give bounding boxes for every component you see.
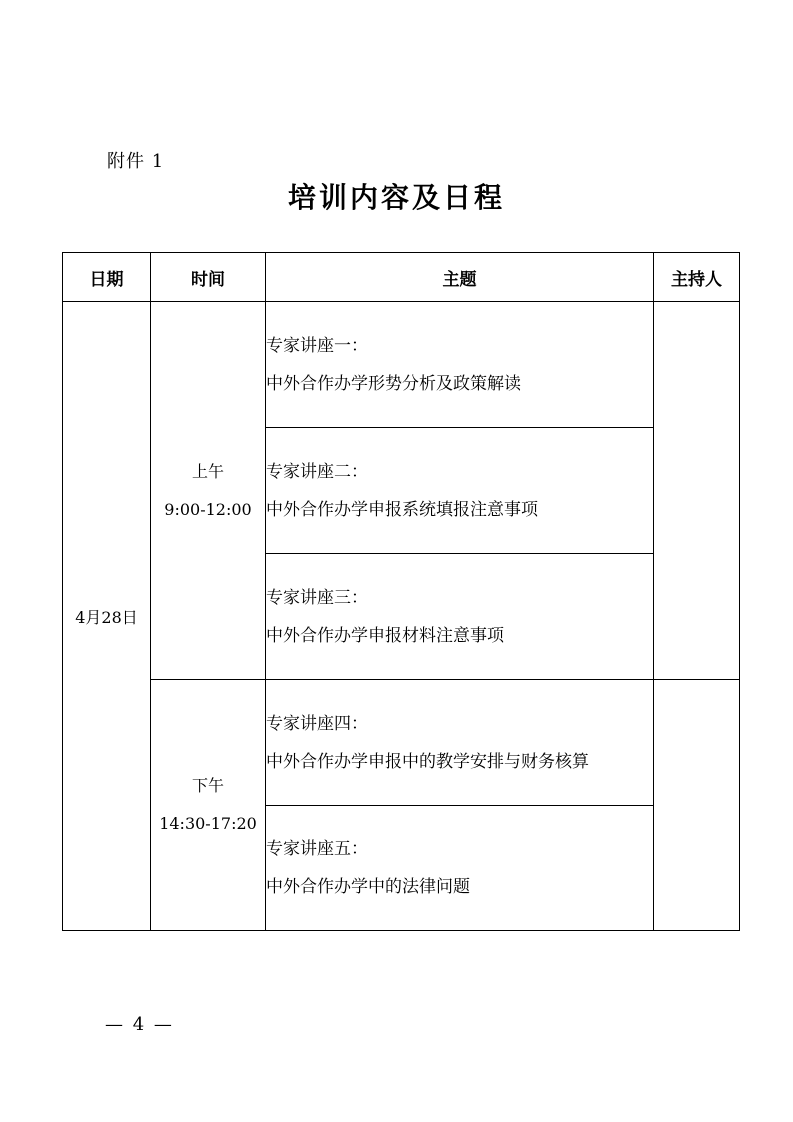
document-title: 培训内容及日程: [287, 181, 505, 214]
morning-time-cell: [151, 302, 266, 680]
lecture-cell: [266, 554, 654, 680]
attachment-label: 附件 1: [107, 151, 165, 172]
table-row: [63, 302, 740, 428]
lecture-subject: 中外合作办学形势分析及政策解读: [266, 373, 521, 394]
lecture-cell: [266, 680, 654, 806]
lecture-subject: 中外合作办学申报中的教学安排与财务核算: [266, 751, 589, 772]
header-row: [63, 253, 740, 302]
schedule-table: [62, 252, 740, 931]
morning-host-cell: [654, 302, 740, 680]
header-time: 时间: [151, 253, 266, 302]
session-time-range: 9:00-12:00: [164, 499, 252, 519]
lecture-title: 专家讲座四：: [266, 713, 368, 734]
lecture-subject: 中外合作办学申报系统填报注意事项: [266, 499, 538, 520]
date-cell: 4月28日: [63, 302, 151, 931]
afternoon-host-cell: [654, 680, 740, 931]
header-date: 日期: [63, 253, 151, 302]
session-period: 下午: [191, 776, 224, 795]
session-period: 上午: [191, 461, 224, 481]
header-topic: 主题: [266, 253, 654, 302]
afternoon-time-cell: [151, 680, 266, 931]
header-host: 主持人: [654, 253, 740, 302]
lecture-title: 专家讲座三：: [266, 587, 368, 608]
session-time-range: 14:30-17:20: [159, 814, 257, 833]
lecture-cell: [266, 428, 654, 554]
page-number: — 4 —: [105, 1014, 174, 1035]
lecture-cell: [266, 806, 654, 931]
table-row: [63, 680, 740, 806]
lecture-title: 专家讲座五：: [266, 839, 368, 859]
lecture-subject: 中外合作办学中的法律问题: [266, 877, 470, 897]
lecture-subject: 中外合作办学申报材料注意事项: [266, 625, 504, 646]
lecture-cell: [266, 302, 654, 428]
lecture-title: 专家讲座一：: [266, 335, 368, 356]
lecture-title: 专家讲座二：: [266, 461, 368, 482]
